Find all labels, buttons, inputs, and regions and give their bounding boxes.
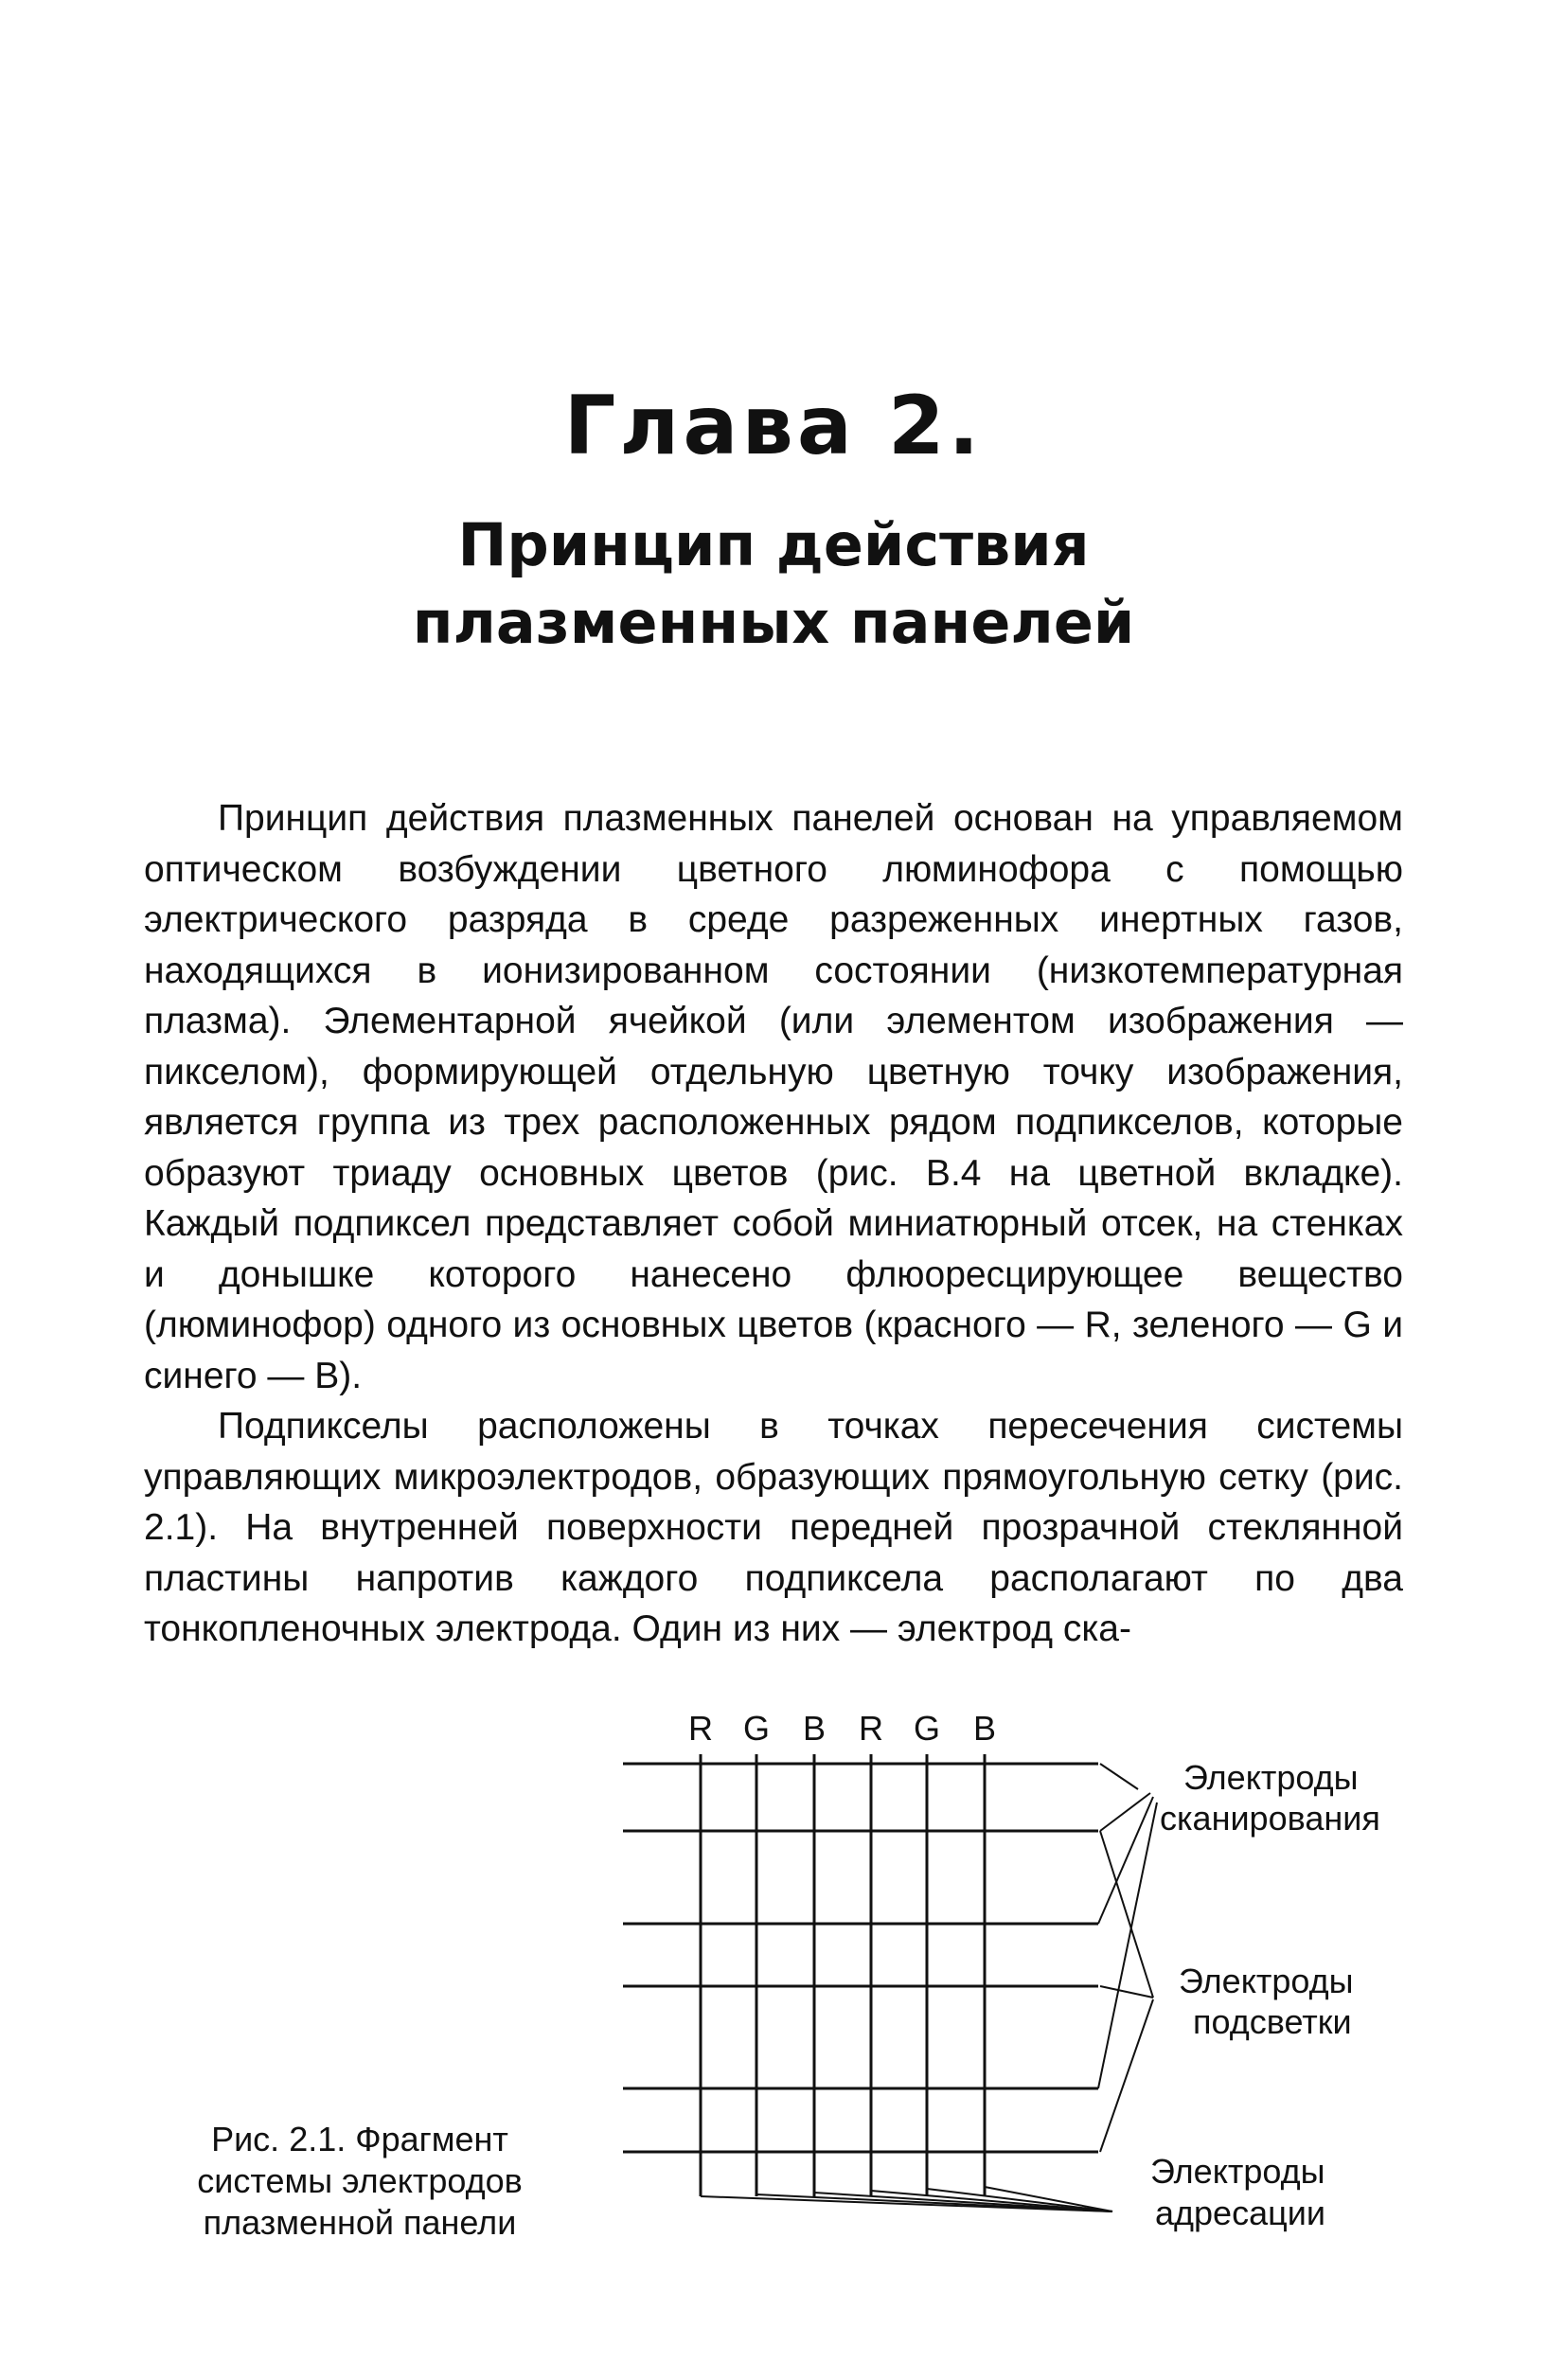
column-label-b2: B [972,1709,997,1748]
sustain-label-line-2: подсветки [1193,2002,1352,2041]
body-text [144,793,1403,1655]
caption-line-3: плазменной панели [203,2203,517,2242]
paragraph-2: Подпикселы расположены в точках пересечения системы управляющих микроэлектродов, образующих прямоугольную сетку (рис. 2.1). На внутренней поверхности передней прозрачной стеклянной пластины напротив каждого подпиксела располагают по два тонкопленочных электрода. Один из них — электрод ска- [144,1406,1403,1649]
sustain-label-line-1: Электроды [1179,1962,1354,2000]
column-label-r2: R [859,1709,883,1748]
sustain-leaders [1100,1831,1153,2152]
address-leaders [701,2187,1112,2211]
figure-caption [161,2119,559,2244]
chapter-title-line-2: плазменных панелей [412,588,1135,657]
address-electrodes [701,1754,985,2196]
scan-label-line-2: сканирования [1160,1799,1380,1838]
caption-line-1: Рис. 2.1. Фрагмент [211,2120,508,2158]
chapter-title-line-1: Принцип действия [457,510,1090,579]
scan-leaders [1098,1764,1157,2088]
column-label-g2: G [913,1709,941,1748]
address-label-line-2: адресации [1155,2194,1325,2232]
electrode-diagram [606,1709,1458,2355]
chapter-title [0,506,1547,662]
column-label-b1: B [802,1709,827,1748]
chapter-label: Глава 2. [563,379,984,473]
horizontal-electrodes [623,1764,1098,2152]
electrode-diagram-svg [606,1709,1458,2355]
caption-line-2: системы электродов [197,2161,523,2200]
address-label-line-1: Электроды [1150,2152,1325,2191]
paragraph-1: Принцип действия плазменных панелей основан на управляемом оптическом возбуждении цветного люминофора с помощью электрического разряда в среде разреженных инертных газов, находящихся в ионизированном состоянии (низкотемпературная плазма). Элементарной ячейкой (или элементом изображения — пикселом), формирующей отдельную цветную точку изображения, является группа из трех расположенных рядом подпикселов, которые образуют триаду основных цветов (рис. В.4 на цветной вкладке). Каждый подпиксел представляет собой миниатюрный отсек, на стенках и донышке которого нанесено флюоресцирующее вещество (люминофор) одного из основных цветов (красного — R, зеленого — G и синего — B). [144,798,1403,1396]
column-label-r1: R [688,1709,713,1748]
scan-label-line-1: Электроды [1183,1758,1359,1797]
column-label-g1: G [742,1709,771,1748]
